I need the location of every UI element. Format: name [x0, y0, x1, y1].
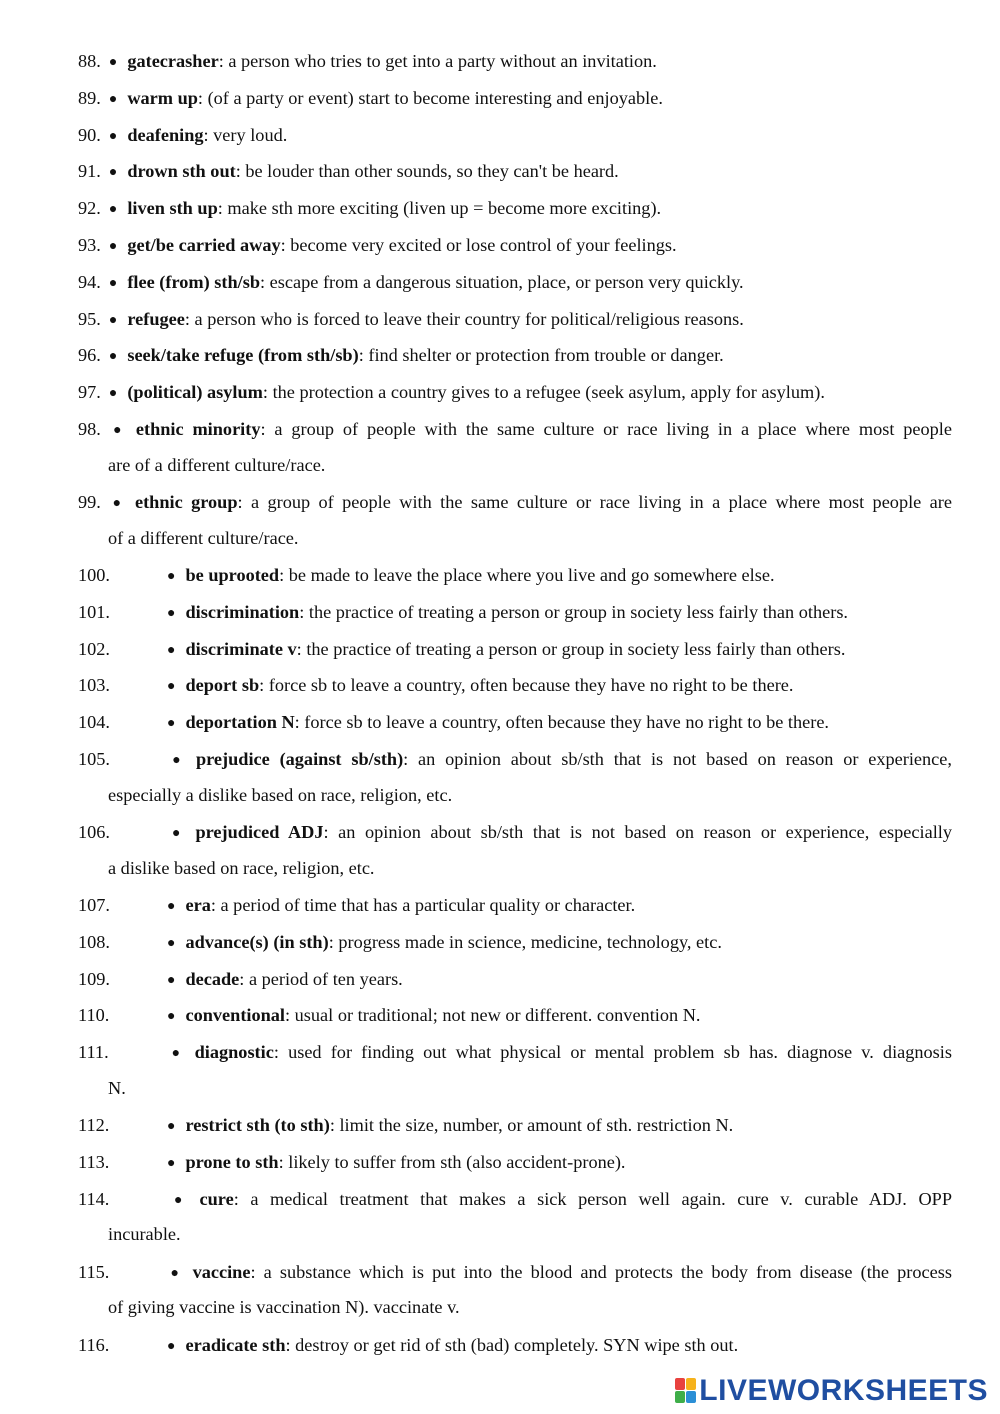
entry-definition: : used for finding out what physical or mental problem sb has. diagnose v. diagnosis — [273, 1042, 952, 1063]
entry-first-line — [78, 191, 952, 227]
bullet-icon: ● — [167, 1265, 183, 1281]
entry-definition: : (of a party or event) start to become interesting and enjoyable. — [197, 87, 663, 108]
liveworksheets-logo — [675, 1374, 988, 1408]
entry-first-line — [78, 668, 952, 704]
entry-definition: : a medical treatment that makes a sick person well again. cure v. curable ADJ. OPP — [233, 1188, 952, 1209]
entry-term: warm up — [127, 87, 198, 108]
entry-first-line — [78, 338, 952, 374]
entry-term: cure — [199, 1188, 234, 1209]
entry-definition: : become very excited or lose control of your feelings. — [280, 235, 677, 255]
bullet-icon: ● — [167, 679, 176, 695]
entry-number: 112. — [78, 1115, 110, 1136]
entry-term: prone to sth — [185, 1152, 279, 1172]
entry-number: 108. — [78, 931, 110, 952]
vocab-entry — [78, 632, 952, 668]
entry-continuation: of giving vaccine is vaccination N). vaccinate v. — [108, 1297, 460, 1318]
entry-term: (political) asylum — [127, 382, 263, 403]
vocab-entry — [78, 118, 952, 154]
entry-number: 99. — [78, 492, 101, 512]
vocab-entry — [78, 375, 952, 411]
vocab-entry — [78, 1255, 952, 1326]
entry-number: 91. — [78, 161, 101, 182]
entry-first-line — [78, 1108, 952, 1144]
entry-continuation: of a different culture/race. — [108, 527, 299, 548]
entry-term: drown sth out — [127, 161, 236, 182]
entry-term: get/be carried away — [127, 235, 281, 255]
vocab-entry — [78, 338, 952, 374]
logo-text: LIVEWORKSHEETS — [699, 1374, 988, 1407]
entry-first-line — [78, 595, 952, 631]
entry-definition: : force sb to leave a country, often because they have no right to be there. — [294, 712, 829, 733]
bullet-icon: ● — [108, 386, 118, 402]
entry-number: 88. — [78, 51, 101, 71]
entry-term: eradicate sth — [185, 1334, 286, 1355]
bullet-icon: ● — [167, 753, 186, 768]
vocab-entry — [78, 1108, 952, 1144]
entry-first-line — [78, 705, 952, 741]
entry-term: era — [185, 895, 211, 915]
entry-definition: : force sb to leave a country, often because they have no right to be there. — [259, 675, 794, 696]
vocab-entry — [78, 815, 952, 886]
entry-number: 104. — [78, 712, 110, 733]
entry-term: vaccine — [192, 1261, 251, 1282]
bullet-icon: ● — [108, 239, 118, 254]
bullet-icon: ● — [108, 275, 118, 291]
entry-term: conventional — [185, 1005, 286, 1026]
entry-first-line — [78, 998, 952, 1034]
entry-first-line — [78, 44, 952, 80]
bullet-icon: ● — [167, 826, 186, 841]
vocab-entry — [78, 595, 952, 631]
bullet-icon: ● — [167, 899, 176, 914]
entry-continuation: especially a dislike based on race, religion, etc. — [108, 784, 453, 805]
entry-first-line — [78, 632, 952, 668]
entry-number: 107. — [78, 895, 110, 915]
entry-term: restrict sth (to sth) — [185, 1115, 330, 1136]
entry-number: 109. — [78, 968, 110, 989]
entry-continuation: a dislike based on race, religion, etc. — [108, 857, 375, 878]
vocab-entry — [78, 888, 952, 924]
entry-first-line — [78, 1182, 952, 1218]
entry-definition: : an opinion about sb/sth that is not based on reason or experience, — [403, 749, 952, 769]
entry-number: 113. — [78, 1152, 110, 1172]
entry-number: 102. — [78, 638, 110, 659]
entry-first-line — [78, 412, 952, 448]
entry-term: discrimination — [185, 601, 300, 622]
bullet-icon: ● — [167, 972, 176, 988]
entry-number: 100. — [78, 565, 110, 585]
entry-number: 105. — [78, 749, 110, 769]
vocab-entry — [78, 302, 952, 338]
bullet-icon: ● — [167, 1009, 176, 1025]
entry-term: liven sth up — [127, 198, 218, 219]
entry-definition: : be louder than other sounds, so they can't be heard. — [235, 161, 619, 182]
entry-first-line — [78, 485, 952, 521]
entry-term: advance(s) (in sth) — [185, 931, 329, 952]
entry-definition: : a substance which is put into the blood and protects the body from disease (the process — [250, 1261, 952, 1282]
entry-term: ethnic group — [134, 492, 238, 512]
entry-definition: : make sth more exciting (liven up = become more exciting). — [217, 198, 662, 219]
entry-number: 106. — [78, 822, 110, 842]
entry-definition: : find shelter or protection from trouble or danger. — [358, 345, 724, 366]
entry-first-line — [78, 558, 952, 594]
vocab-entry — [78, 925, 952, 961]
entry-continuation: N. — [108, 1077, 126, 1098]
entry-definition: : destroy or get rid of sth (bad) completely. SYN wipe sth out. — [285, 1334, 739, 1355]
entry-term: prejudiced ADJ — [195, 822, 324, 842]
bullet-icon: ● — [108, 128, 118, 144]
entry-term: deport sb — [185, 675, 260, 696]
bullet-icon: ● — [167, 1338, 176, 1354]
entry-definition: : a period of time that has a particular quality or character. — [210, 895, 636, 915]
entry-number: 101. — [78, 601, 110, 622]
entry-definition: : the practice of treating a person or group in society less fairly than others. — [299, 601, 849, 622]
entry-term: decade — [185, 968, 240, 989]
entry-number: 94. — [78, 271, 101, 292]
vocab-entry — [78, 154, 952, 190]
vocab-entry — [78, 705, 952, 741]
entry-continuation: incurable. — [108, 1224, 181, 1245]
entry-definition: : usual or traditional; not new or different. convention N. — [285, 1005, 701, 1026]
entry-number: 114. — [78, 1188, 110, 1209]
entry-first-line — [78, 815, 952, 851]
entry-number: 96. — [78, 345, 101, 366]
bullet-icon: ● — [108, 202, 118, 218]
entry-term: seek/take refuge (from sth/sb) — [127, 345, 359, 366]
bullet-icon: ● — [108, 423, 126, 438]
vocab-entry — [78, 191, 952, 227]
entry-definition: : the protection a country gives to a refugee (seek asylum, apply for asylum). — [262, 382, 825, 403]
entry-first-line — [78, 265, 952, 301]
vocab-entry — [78, 44, 952, 80]
entry-first-line — [78, 925, 952, 961]
bullet-icon: ● — [108, 312, 118, 328]
bullet-icon: ● — [167, 1119, 176, 1135]
entry-definition: : the practice of treating a person or group in society less fairly than others. — [296, 638, 846, 659]
entry-term: deafening — [127, 124, 204, 145]
vocab-entry — [78, 1182, 952, 1253]
entry-definition: : a group of people with the same culture or race living in a place where most people are — [237, 492, 952, 512]
entry-definition: : a period of ten years. — [239, 968, 403, 989]
entry-first-line — [78, 742, 952, 778]
entry-first-line — [78, 154, 952, 190]
entry-first-line — [78, 1145, 952, 1181]
bullet-icon: ● — [167, 605, 176, 621]
entry-definition: : escape from a dangerous situation, place, or person very quickly. — [260, 271, 744, 292]
entry-first-line — [78, 302, 952, 338]
entry-number: 95. — [78, 308, 101, 329]
entry-number: 98. — [78, 419, 101, 439]
entry-first-line — [78, 1035, 952, 1071]
vocab-entry — [78, 228, 952, 264]
entry-definition: : a group of people with the same culture or race living in a place where most people — [260, 419, 952, 439]
vocab-entry — [78, 1328, 952, 1364]
bullet-icon: ● — [108, 165, 118, 181]
logo-mark-icon — [675, 1378, 697, 1404]
vocab-entry — [78, 485, 952, 556]
vocab-entry — [78, 998, 952, 1034]
vocab-entry — [78, 742, 952, 813]
bullet-icon: ● — [167, 1192, 190, 1208]
bullet-icon: ● — [167, 1156, 176, 1171]
bullet-icon: ● — [108, 349, 118, 365]
vocab-entry — [78, 412, 952, 483]
entry-number: 92. — [78, 198, 101, 219]
entry-number: 116. — [78, 1334, 110, 1355]
entry-term: flee (from) sth/sb — [127, 271, 261, 292]
entry-term: prejudice (against sb/sth) — [195, 749, 404, 769]
entry-first-line — [78, 1255, 952, 1291]
entry-first-line — [78, 375, 952, 411]
vocab-entry — [78, 558, 952, 594]
bullet-icon: ● — [108, 55, 118, 70]
entry-definition: : progress made in science, medicine, technology, etc. — [328, 931, 722, 952]
entry-number: 111. — [78, 1042, 109, 1063]
vocab-entry — [78, 81, 952, 117]
entry-term: deportation N — [185, 712, 295, 733]
entry-first-line — [78, 81, 952, 117]
entry-definition: : be made to leave the place where you live and go somewhere else. — [279, 565, 775, 585]
entry-number: 89. — [78, 87, 101, 108]
entry-definition: : a person who is forced to leave their country for political/religious reasons. — [184, 308, 744, 329]
vocab-entry — [78, 1035, 952, 1106]
bullet-icon: ● — [108, 91, 118, 107]
entry-first-line — [78, 962, 952, 998]
entry-definition: : an opinion about sb/sth that is not based on reason or experience, especially — [323, 822, 952, 842]
entry-number: 103. — [78, 675, 110, 696]
entry-definition: : a person who tries to get into a party without an invitation. — [218, 51, 657, 71]
entry-number: 110. — [78, 1005, 110, 1026]
bullet-icon: ● — [167, 1046, 185, 1062]
vocab-entry — [78, 265, 952, 301]
bullet-icon: ● — [167, 642, 176, 658]
bullet-icon: ● — [167, 935, 176, 951]
entry-number: 97. — [78, 382, 101, 403]
entry-term: ethnic minority — [135, 419, 261, 439]
entry-first-line — [78, 118, 952, 154]
entry-term: refugee — [127, 308, 185, 329]
bullet-icon: ● — [167, 716, 176, 732]
entry-term: gatecrasher — [127, 51, 219, 71]
entry-term: be uprooted — [185, 565, 280, 585]
entry-first-line — [78, 1328, 952, 1364]
entry-definition: : likely to suffer from sth (also accident-prone). — [278, 1152, 626, 1172]
vocab-entry — [78, 962, 952, 998]
entry-number: 115. — [78, 1261, 110, 1282]
vocab-entry — [78, 1145, 952, 1181]
entry-first-line — [78, 228, 952, 264]
vocab-entry — [78, 668, 952, 704]
entry-continuation: are of a different culture/race. — [108, 454, 326, 475]
entry-number: 90. — [78, 124, 101, 145]
entry-definition: : limit the size, number, or amount of sth. restriction N. — [329, 1115, 734, 1136]
entry-first-line — [78, 888, 952, 924]
bullet-icon: ● — [108, 496, 125, 511]
entry-term: diagnostic — [194, 1042, 274, 1063]
entry-number: 93. — [78, 235, 101, 255]
entry-definition: : very loud. — [203, 124, 288, 145]
entry-term: discriminate v — [185, 638, 297, 659]
bullet-icon: ● — [167, 569, 176, 584]
